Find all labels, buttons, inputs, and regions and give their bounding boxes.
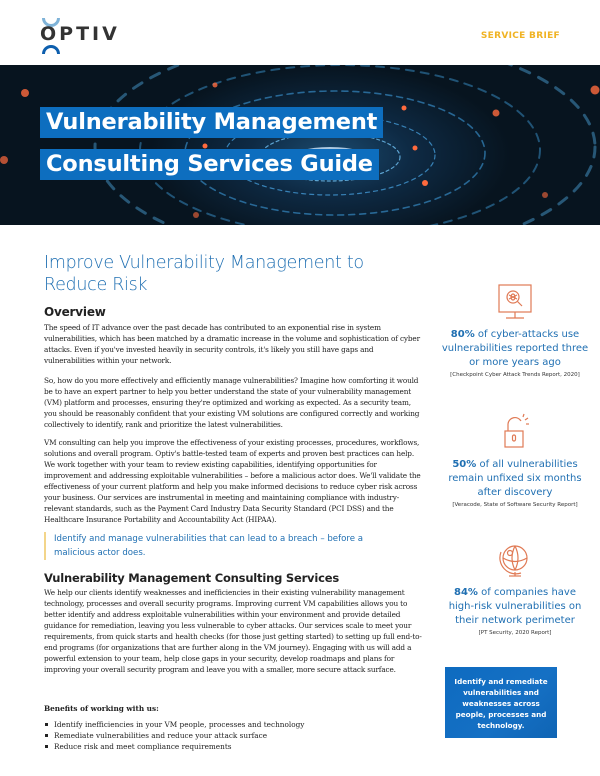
doc-type-label: SERVICE BRIEF bbox=[480, 31, 560, 41]
benefit-item bbox=[44, 741, 304, 752]
bullet-icon bbox=[45, 734, 48, 737]
stat-source: [Veracode, State of Software Security Report] bbox=[452, 502, 578, 508]
bullet-icon bbox=[45, 745, 48, 748]
optiv-logo bbox=[40, 16, 120, 54]
hero-title-line-2: Consulting Services Guide bbox=[40, 149, 379, 180]
unlocked-padlock-icon bbox=[495, 413, 535, 453]
bullet-icon bbox=[45, 723, 48, 726]
logo-bottom-arc bbox=[42, 45, 60, 54]
callout-box: Identify and remediate vulnerabilities and weaknesses across people, processes and technology. bbox=[445, 667, 557, 738]
stat-text bbox=[440, 328, 590, 370]
benefit-item bbox=[44, 730, 304, 741]
stat-text bbox=[440, 458, 590, 500]
benefits-label: Benefits of working with us: bbox=[44, 704, 159, 713]
stat-description: of cyber-attacks use vulnerabilities reported three or more years ago bbox=[441, 329, 589, 368]
stat-block-2 bbox=[440, 413, 590, 509]
hero-background-graphic bbox=[0, 65, 600, 225]
stat-description: of all vulnerabilities remain unfixed six months after discovery bbox=[448, 459, 582, 498]
hero-title-line-1: Vulnerability Management bbox=[40, 107, 383, 138]
benefits-list bbox=[44, 719, 304, 752]
benefit-item bbox=[44, 719, 304, 730]
benefit-text: Reduce risk and meet compliance requirements bbox=[54, 742, 232, 751]
hero-banner bbox=[0, 65, 600, 225]
pull-quote: Identify and manage vulnerabilities that can lead to a breach – before a malicious actor does. bbox=[44, 532, 394, 560]
stat-highlight: 50% bbox=[452, 459, 477, 470]
logo-wordmark: OPTIV bbox=[40, 23, 120, 45]
globe-bug-icon bbox=[495, 541, 535, 581]
stat-highlight: 80% bbox=[450, 329, 475, 340]
overview-heading: Overview bbox=[44, 305, 106, 319]
stat-block-3 bbox=[440, 541, 590, 637]
benefit-text: Remediate vulnerabilities and reduce your attack surface bbox=[54, 731, 268, 740]
stat-description: of companies have high-risk vulnerabilities on their network perimeter bbox=[448, 587, 582, 626]
stat-source: [PT Security, 2020 Report] bbox=[478, 630, 552, 636]
stat-block-1 bbox=[440, 283, 590, 379]
section-heading: Improve Vulnerability Management to Reduce Risk bbox=[44, 253, 364, 295]
overview-paragraph-3: VM consulting can help you improve the effectiveness of your existing processes, procedures, workflows, solutions and overall program. Optiv's battle-tested team of experts and proven best practices can help. We work together with your team to review existing capabilities, identifying opportunities for improvement and addressing exploitable vulnerabilities – before a malicious actor does. We'll validate the effectiveness of your current platform and help you make informed decisions to reduce cyber risk across your business. Our services are instrumental in meeting and maintaining compliance with industry-relevant standards, such as the Payment Card Industry Data Security Standard (PCI DSS) and the Healthcare Insurance Portability and Accountability Act (HIPAA). bbox=[44, 438, 421, 524]
stat-source: [Checkpoint Cyber Attack Trends Report, 2020] bbox=[450, 372, 580, 378]
services-heading: Vulnerability Management Consulting Services bbox=[44, 571, 339, 585]
monitor-bug-search-icon bbox=[495, 283, 535, 323]
stat-text bbox=[440, 586, 590, 628]
benefit-text: Identify inefficiencies in your VM people, processes and technology bbox=[54, 720, 305, 729]
overview-paragraph-2: So, how do you more effectively and efficiently manage vulnerabilities? Imagine how comforting it would be to have an expert partner to help you better understand the state of your vulnerability management (VM) platform and processes, ensuring they're optimized and working as expected. As a security team, you should be reasonably confident that your existing VM solutions are configured correctly and working collectively to identify, rank and prioritize the latest vulnerabilities. bbox=[44, 376, 420, 429]
stat-highlight: 84% bbox=[454, 587, 478, 598]
services-paragraph: We help our clients identify weaknesses and inefficiencies in their existing vulnerability management technology, processes and overall security programs. Improving current VM capabilities allows you to better identify and address exploitable vulnerabilities within your environment and provide detailed guidance for remediation, leaving you less vulnerable to cyber attacks. Our services scale to meet your requirements, from quick starts and health checks (for those just getting started) to setting up full end-to-end programs (for organizations that are further along in the VM journey). Engaging with us will add a powerful extension to your team, help close gaps in your security, develop roadmaps and plans for improving your overall security program and leave you with a smaller, more secure attack surface. bbox=[44, 588, 422, 674]
overview-paragraph-1: The speed of IT advance over the past decade has contributed to an exponential rise in system vulnerabilities, which has been matched by a dramatic increase in the volume and sophistication of cyber attacks. Even if you've invested heavily in security controls, it's likely you still have gaps and vulnerabilities within your network. bbox=[44, 323, 420, 365]
